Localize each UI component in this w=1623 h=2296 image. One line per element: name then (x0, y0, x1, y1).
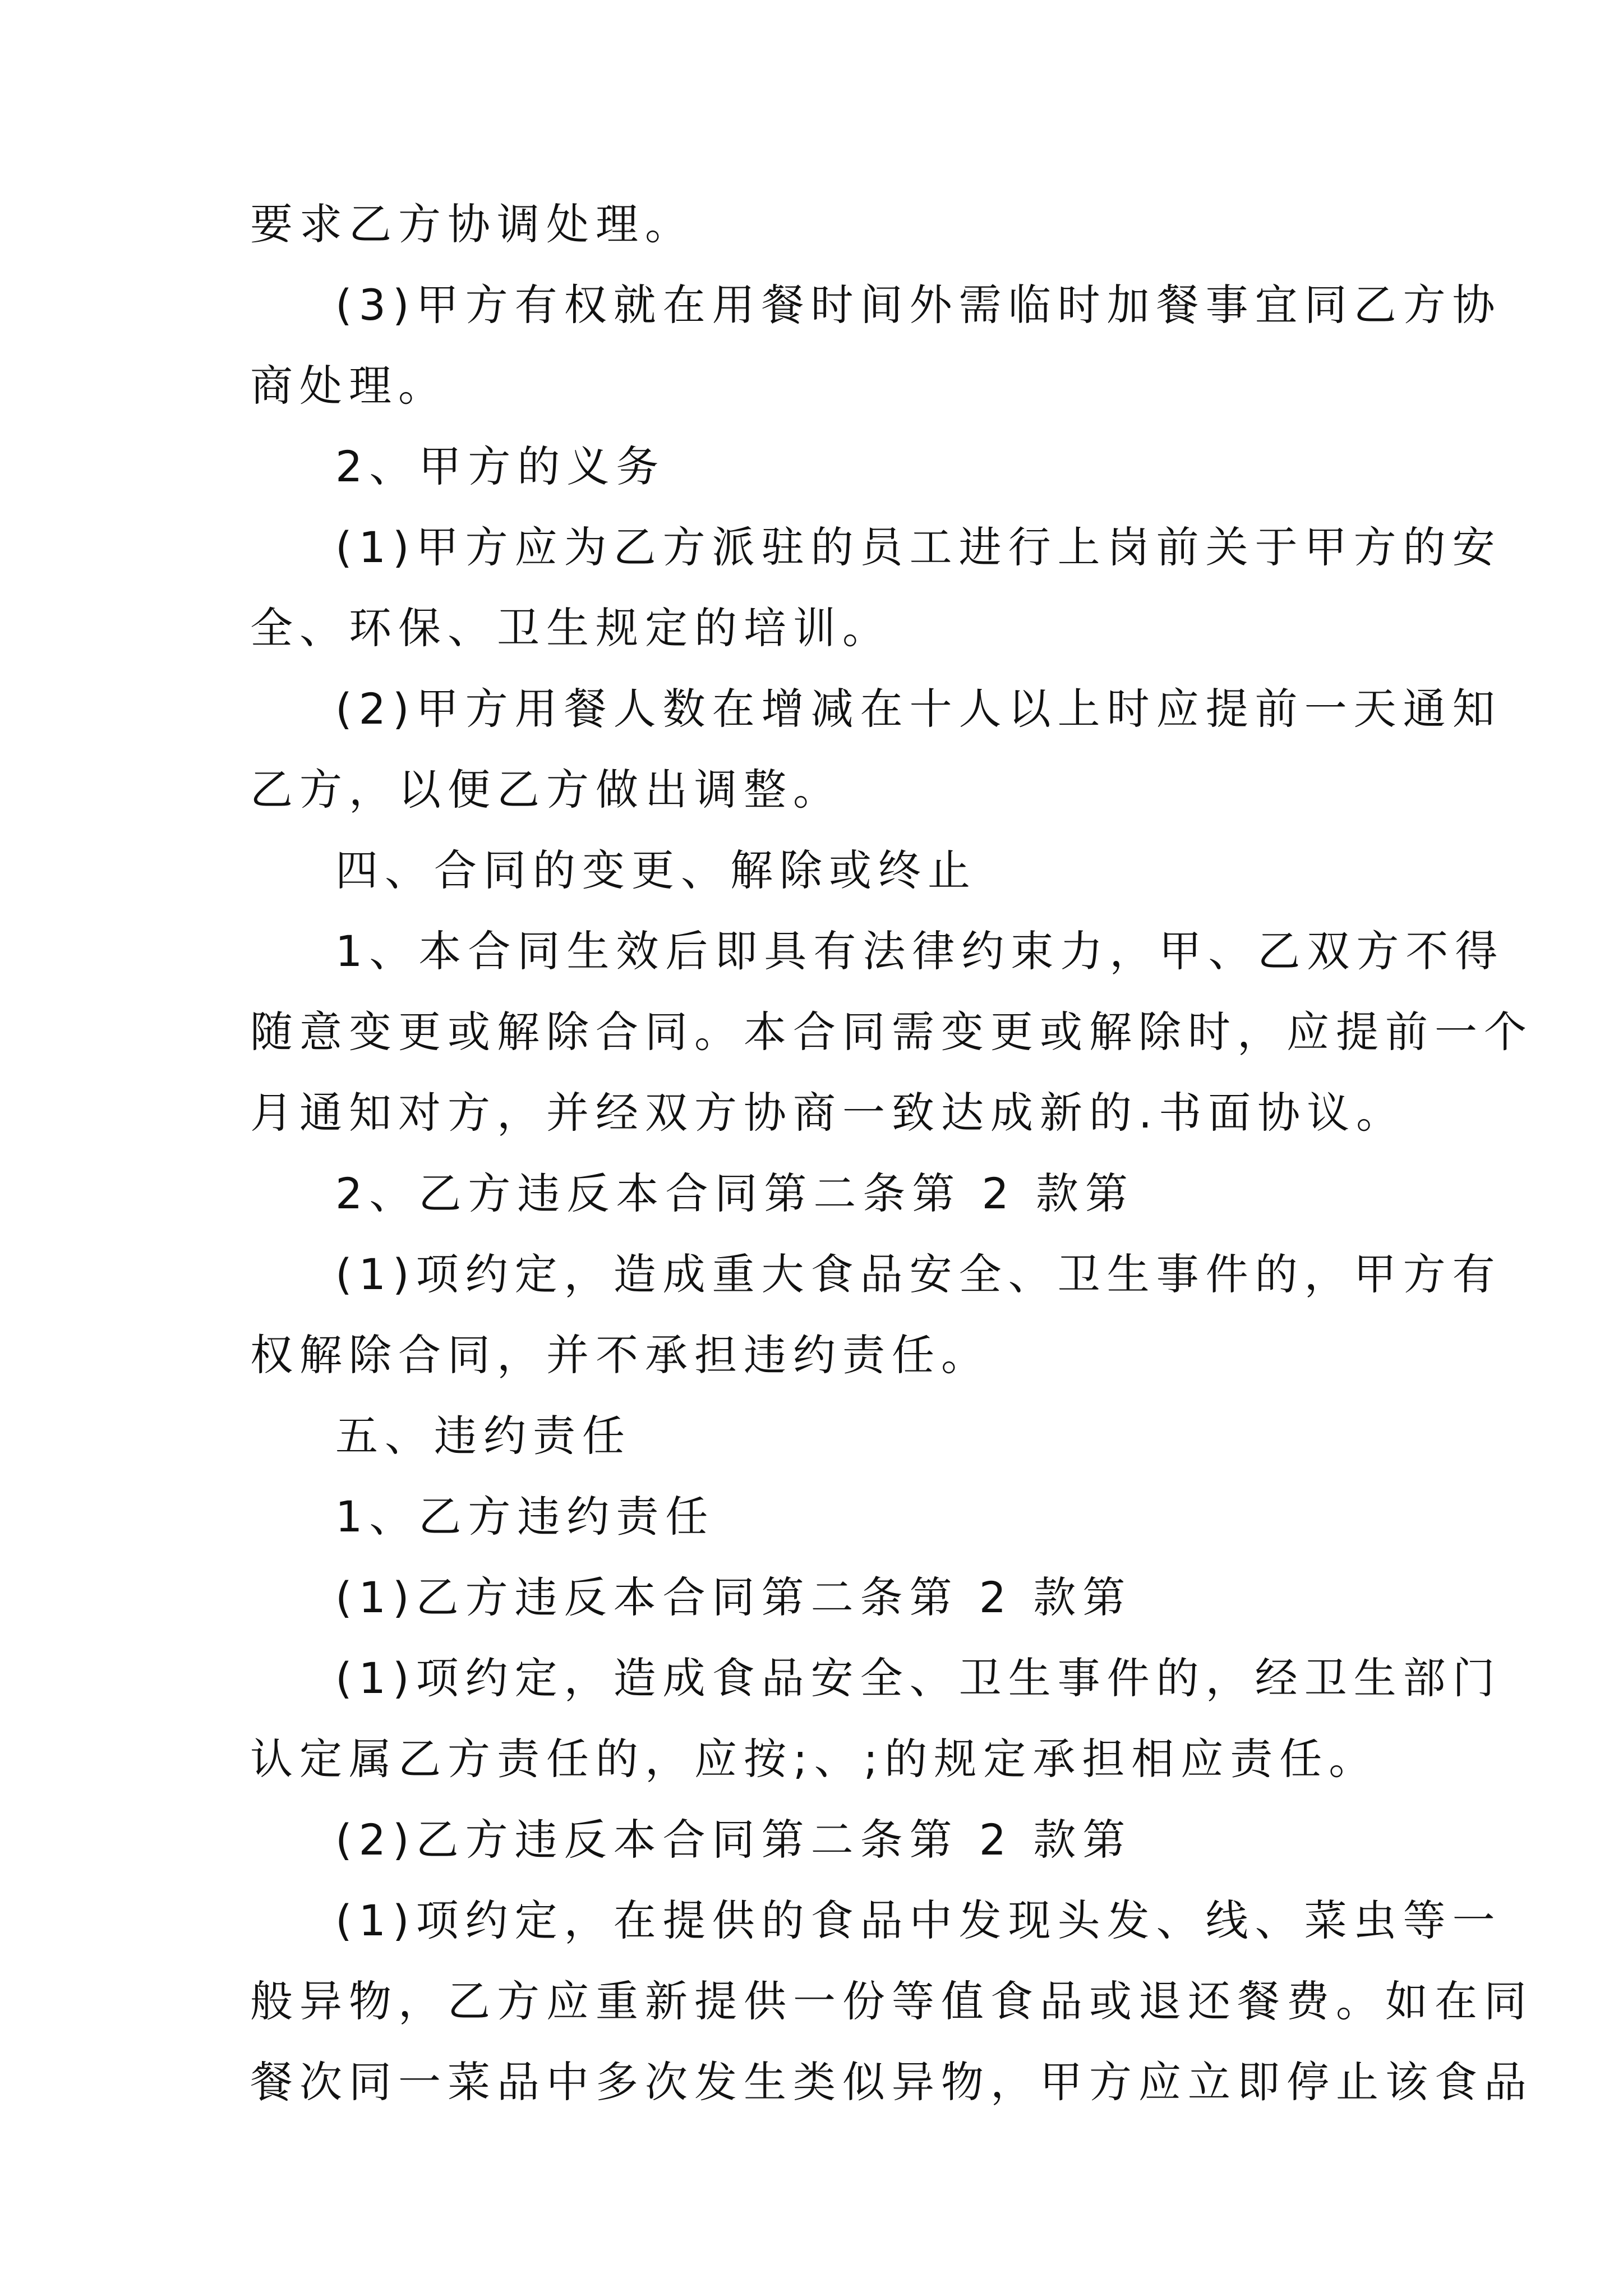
text-line: 般异物，乙方应重新提供一份等值食品或退还餐费。如在同 (250, 1976, 1533, 2026)
text-line: 月通知对方，并经双方协商一致达成新的.书面协议。 (250, 1088, 1406, 1138)
text-line: 权解除合同，并不承担违约责任。 (250, 1330, 990, 1380)
text-line: 1、本合同生效后即具有法律约束力，甲、乙双方不得 (335, 926, 1505, 976)
text-line: (1)项约定，在提供的食品中发现头发、线、菜虫等一 (335, 1895, 1502, 1945)
section-heading: 四、合同的变更、解除或终止 (335, 845, 977, 895)
text-line: 随意变更或解除合同。本合同需变更或解除时，应提前一个 (250, 1007, 1533, 1057)
text-line: (1)项约定，造成重大食品安全、卫生事件的，甲方有 (335, 1249, 1502, 1299)
text-line: (2)甲方用餐人数在增减在十人以上时应提前一天通知 (335, 684, 1502, 734)
text-line: 餐次同一菜品中多次发生类似异物，甲方应立即停止该食品 (250, 2057, 1533, 2107)
section-heading: 1、乙方违约责任 (335, 1492, 715, 1542)
section-heading: 2、甲方的义务 (335, 441, 666, 491)
text-line: 乙方，以便乙方做出调整。 (250, 765, 842, 815)
text-line: (1)甲方应为乙方派驻的员工进行上岗前关于甲方的安 (335, 522, 1502, 572)
section-heading: 五、违约责任 (335, 1411, 631, 1461)
text-line: (1)项约定，造成食品安全、卫生事件的，经卫生部门 (335, 1653, 1502, 1703)
text-line: 2、乙方违反本合同第二条第 2 款第 (335, 1168, 1135, 1218)
document-body (250, 199, 1533, 2142)
text-line: 要求乙方协调处理。 (250, 199, 694, 249)
text-line: (1)乙方违反本合同第二条第 2 款第 (335, 1572, 1132, 1622)
text-line: 全、环保、卫生规定的培训。 (250, 603, 892, 653)
text-line: (3)甲方有权就在用餐时间外需临时加餐事宜同乙方协 (335, 280, 1502, 330)
text-line: (2)乙方违反本合同第二条第 2 款第 (335, 1815, 1132, 1865)
text-line: 认定属乙方责任的，应按;、;的规定承担相应责任。 (250, 1734, 1378, 1784)
text-line: 商处理。 (250, 361, 448, 411)
